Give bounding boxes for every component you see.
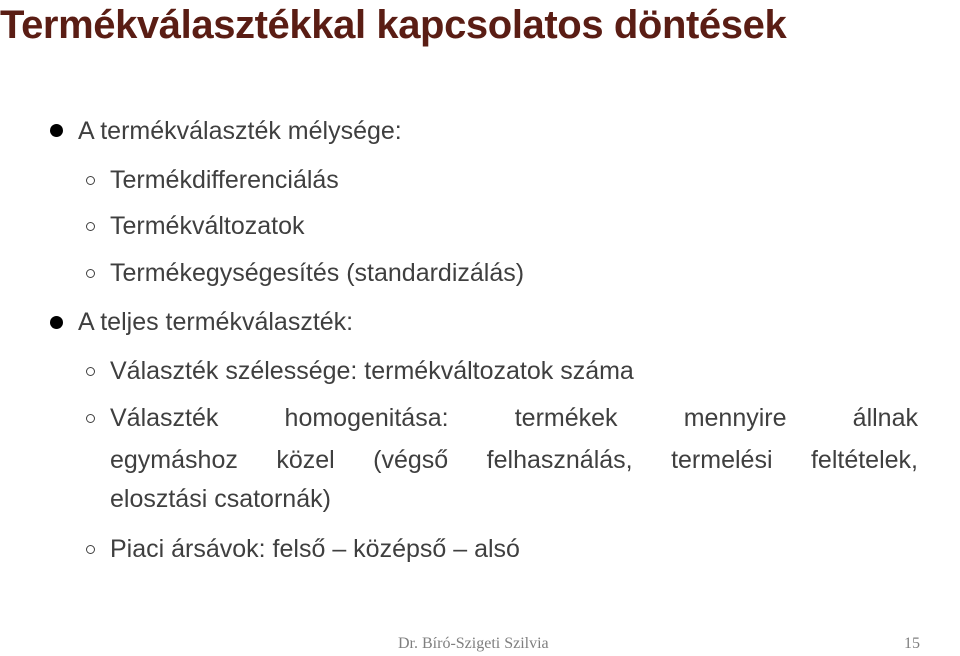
hollow-bullet-icon xyxy=(86,414,95,423)
slide-title: Termékválasztékkal kapcsolatos döntések xyxy=(0,3,787,47)
hollow-bullet-icon xyxy=(86,545,95,554)
hollow-bullet-icon xyxy=(86,176,95,185)
sub-bullet-width: Választék szélessége: termékváltozatok száma xyxy=(110,357,634,385)
page-number: 15 xyxy=(904,635,920,652)
bullet-full-range: A teljes termékválaszték: xyxy=(78,308,354,336)
sub-bullet-homogeneity-line-1: Választék homogenitása: termékek mennyire állnak xyxy=(110,404,918,432)
sub-bullet-standardization: Termékegységesítés (standardizálás) xyxy=(110,259,525,287)
filled-bullet-icon xyxy=(50,316,63,329)
hollow-bullet-icon xyxy=(86,269,95,278)
hollow-bullet-icon xyxy=(86,222,95,231)
sub-bullet-variants: Termékváltozatok xyxy=(110,212,305,240)
hollow-bullet-icon xyxy=(86,367,95,376)
sub-bullet-homogeneity-line-2: egymáshoz közel (végső felhasználás, termelési feltételek, xyxy=(110,446,918,474)
filled-bullet-icon xyxy=(50,124,63,137)
bullet-depth: A termékválaszték mélysége: xyxy=(78,117,402,145)
sub-bullet-homogeneity-line-3: elosztási csatornák) xyxy=(110,485,331,513)
sub-bullet-price-bands: Piaci ársávok: felső – középső – alsó xyxy=(110,535,520,563)
sub-bullet-differentiation: Termékdifferenciálás xyxy=(110,166,339,194)
footer-author: Dr. Bíró-Szigeti Szilvia xyxy=(398,635,549,652)
